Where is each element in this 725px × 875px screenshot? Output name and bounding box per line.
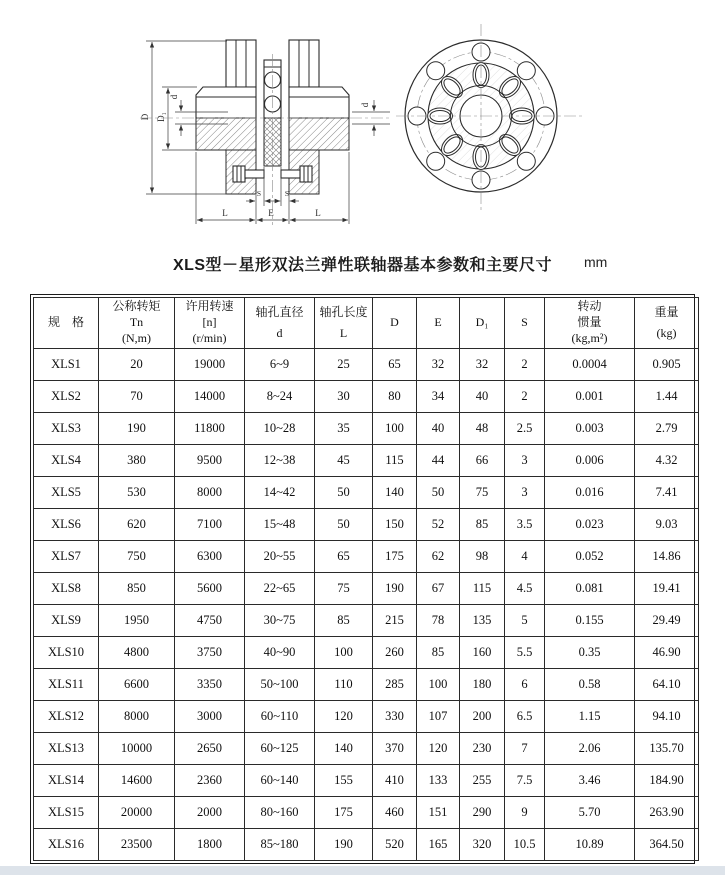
value-cell: 94.10 xyxy=(635,701,699,733)
unit-label: mm xyxy=(584,254,608,270)
value-cell: 0.001 xyxy=(545,381,635,413)
dim-label-L-right: L xyxy=(315,208,321,218)
value-cell: 190 xyxy=(99,413,175,445)
value-cell: 60~110 xyxy=(245,701,315,733)
value-cell: 0.58 xyxy=(545,669,635,701)
value-cell: 520 xyxy=(373,829,417,861)
value-cell: 180 xyxy=(460,669,505,701)
value-cell: 2.79 xyxy=(635,413,699,445)
column-header: 轴孔长度 L xyxy=(315,298,373,349)
value-cell: 46.90 xyxy=(635,637,699,669)
value-cell: 620 xyxy=(99,509,175,541)
value-cell: 5.5 xyxy=(505,637,545,669)
value-cell: 3.46 xyxy=(545,765,635,797)
value-cell: 290 xyxy=(460,797,505,829)
value-cell: 155 xyxy=(315,765,373,797)
value-cell: 85 xyxy=(417,637,460,669)
value-cell: 1.15 xyxy=(545,701,635,733)
value-cell: 0.081 xyxy=(545,573,635,605)
value-cell: 19000 xyxy=(175,349,245,381)
page-title: XLS型－星形双法兰弹性联轴器基本参数和主要尺寸 xyxy=(172,257,553,274)
value-cell: 215 xyxy=(373,605,417,637)
value-cell: 10.5 xyxy=(505,829,545,861)
table-row xyxy=(34,381,699,413)
value-cell: 29.49 xyxy=(635,605,699,637)
value-cell: 7.5 xyxy=(505,765,545,797)
dim-label-S-left: S xyxy=(256,189,262,198)
value-cell: 110 xyxy=(315,669,373,701)
model-cell: XLS8 xyxy=(34,573,99,605)
table-row xyxy=(34,477,699,509)
value-cell: 5 xyxy=(505,605,545,637)
column-header: 重量 (kg) xyxy=(635,298,699,349)
value-cell: 115 xyxy=(460,573,505,605)
value-cell: 175 xyxy=(373,541,417,573)
value-cell: 135.70 xyxy=(635,733,699,765)
value-cell: 330 xyxy=(373,701,417,733)
left-flange-top xyxy=(196,87,256,118)
value-cell: 135 xyxy=(460,605,505,637)
value-cell: 0.052 xyxy=(545,541,635,573)
value-cell: 25 xyxy=(315,349,373,381)
value-cell: 44 xyxy=(417,445,460,477)
value-cell: 4 xyxy=(505,541,545,573)
value-cell: 85 xyxy=(315,605,373,637)
value-cell: 3 xyxy=(505,477,545,509)
table-row xyxy=(34,541,699,573)
value-cell: 175 xyxy=(315,797,373,829)
value-cell: 0.155 xyxy=(545,605,635,637)
value-cell: 98 xyxy=(460,541,505,573)
value-cell: 364.50 xyxy=(635,829,699,861)
value-cell: 45 xyxy=(315,445,373,477)
right-hub-boss xyxy=(289,40,319,87)
value-cell: 160 xyxy=(460,637,505,669)
dim-label-d-right: d xyxy=(360,102,370,108)
dim-label-L-left: L xyxy=(222,208,228,218)
column-header: D xyxy=(373,298,417,349)
value-cell: 2 xyxy=(505,349,545,381)
value-cell: 10~28 xyxy=(245,413,315,445)
value-cell: 78 xyxy=(417,605,460,637)
model-cell: XLS11 xyxy=(34,669,99,701)
column-header: 轴孔直径 d xyxy=(245,298,315,349)
value-cell: 140 xyxy=(315,733,373,765)
table-row xyxy=(34,829,699,861)
model-cell: XLS13 xyxy=(34,733,99,765)
value-cell: 100 xyxy=(315,637,373,669)
model-cell: XLS12 xyxy=(34,701,99,733)
value-cell: 7 xyxy=(505,733,545,765)
value-cell: 64.10 xyxy=(635,669,699,701)
value-cell: 2.06 xyxy=(545,733,635,765)
value-cell: 7.41 xyxy=(635,477,699,509)
side-view-group xyxy=(140,40,390,224)
value-cell: 3 xyxy=(505,445,545,477)
value-cell: 23500 xyxy=(99,829,175,861)
value-cell: 115 xyxy=(373,445,417,477)
value-cell: 0.0004 xyxy=(545,349,635,381)
value-cell: 40 xyxy=(417,413,460,445)
value-cell: 3750 xyxy=(175,637,245,669)
value-cell: 380 xyxy=(99,445,175,477)
value-cell: 65 xyxy=(315,541,373,573)
value-cell: 0.006 xyxy=(545,445,635,477)
value-cell: 120 xyxy=(417,733,460,765)
value-cell: 120 xyxy=(315,701,373,733)
value-cell: 0.003 xyxy=(545,413,635,445)
value-cell: 285 xyxy=(373,669,417,701)
table-row xyxy=(34,733,699,765)
value-cell: 190 xyxy=(373,573,417,605)
value-cell: 75 xyxy=(460,477,505,509)
table-row xyxy=(34,605,699,637)
spec-table xyxy=(33,297,699,861)
value-cell: 40 xyxy=(460,381,505,413)
value-cell: 6.5 xyxy=(505,701,545,733)
value-cell: 1.44 xyxy=(635,381,699,413)
model-cell: XLS5 xyxy=(34,477,99,509)
value-cell: 100 xyxy=(373,413,417,445)
value-cell: 4.5 xyxy=(505,573,545,605)
value-cell: 12~38 xyxy=(245,445,315,477)
value-cell: 165 xyxy=(417,829,460,861)
value-cell: 15~48 xyxy=(245,509,315,541)
dim-label-D: D xyxy=(140,113,150,121)
value-cell: 22~65 xyxy=(245,573,315,605)
value-cell: 150 xyxy=(373,509,417,541)
table-row xyxy=(34,509,699,541)
value-cell: 30~75 xyxy=(245,605,315,637)
column-header: 转动 惯量 (kg,m²) xyxy=(545,298,635,349)
spec-table-frame xyxy=(30,294,695,864)
value-cell: 60~140 xyxy=(245,765,315,797)
value-cell: 263.90 xyxy=(635,797,699,829)
value-cell: 0.35 xyxy=(545,637,635,669)
value-cell: 50 xyxy=(315,509,373,541)
value-cell: 20~55 xyxy=(245,541,315,573)
model-cell: XLS16 xyxy=(34,829,99,861)
value-cell: 50 xyxy=(417,477,460,509)
value-cell: 410 xyxy=(373,765,417,797)
left-hub-boss xyxy=(226,40,256,87)
column-header: S xyxy=(505,298,545,349)
value-cell: 40~90 xyxy=(245,637,315,669)
value-cell: 85~180 xyxy=(245,829,315,861)
value-cell: 9500 xyxy=(175,445,245,477)
value-cell: 100 xyxy=(417,669,460,701)
value-cell: 20 xyxy=(99,349,175,381)
value-cell: 850 xyxy=(99,573,175,605)
value-cell: 3000 xyxy=(175,701,245,733)
model-cell: XLS15 xyxy=(34,797,99,829)
value-cell: 85 xyxy=(460,509,505,541)
value-cell: 151 xyxy=(417,797,460,829)
column-header: 许用转速 [n] (r/min) xyxy=(175,298,245,349)
value-cell: 9 xyxy=(505,797,545,829)
model-cell: XLS14 xyxy=(34,765,99,797)
value-cell: 184.90 xyxy=(635,765,699,797)
value-cell: 6~9 xyxy=(245,349,315,381)
value-cell: 6300 xyxy=(175,541,245,573)
value-cell: 107 xyxy=(417,701,460,733)
value-cell: 19.41 xyxy=(635,573,699,605)
value-cell: 14000 xyxy=(175,381,245,413)
value-cell: 8000 xyxy=(99,701,175,733)
value-cell: 66 xyxy=(460,445,505,477)
value-cell: 10000 xyxy=(99,733,175,765)
value-cell: 6600 xyxy=(99,669,175,701)
value-cell: 0.023 xyxy=(545,509,635,541)
value-cell: 35 xyxy=(315,413,373,445)
value-cell: 65 xyxy=(373,349,417,381)
table-row xyxy=(34,413,699,445)
value-cell: 32 xyxy=(417,349,460,381)
value-cell: 14~42 xyxy=(245,477,315,509)
header-row xyxy=(34,298,699,349)
value-cell: 750 xyxy=(99,541,175,573)
value-cell: 2360 xyxy=(175,765,245,797)
value-cell: 320 xyxy=(460,829,505,861)
table-row xyxy=(34,573,699,605)
value-cell: 200 xyxy=(460,701,505,733)
value-cell: 255 xyxy=(460,765,505,797)
value-cell: 14.86 xyxy=(635,541,699,573)
value-cell: 50~100 xyxy=(245,669,315,701)
value-cell: 8000 xyxy=(175,477,245,509)
value-cell: 230 xyxy=(460,733,505,765)
model-cell: XLS3 xyxy=(34,413,99,445)
value-cell: 140 xyxy=(373,477,417,509)
value-cell: 14600 xyxy=(99,765,175,797)
model-cell: XLS10 xyxy=(34,637,99,669)
value-cell: 50 xyxy=(315,477,373,509)
table-row xyxy=(34,445,699,477)
value-cell: 5600 xyxy=(175,573,245,605)
value-cell: 20000 xyxy=(99,797,175,829)
column-header: E xyxy=(417,298,460,349)
value-cell: 4800 xyxy=(99,637,175,669)
coupling-technical-drawing xyxy=(0,0,725,246)
bottom-strip xyxy=(0,866,725,875)
dim-label-D1: D₁ xyxy=(156,112,166,122)
model-cell: XLS2 xyxy=(34,381,99,413)
value-cell: 10.89 xyxy=(545,829,635,861)
value-cell: 67 xyxy=(417,573,460,605)
value-cell: 62 xyxy=(417,541,460,573)
value-cell: 2650 xyxy=(175,733,245,765)
value-cell: 370 xyxy=(373,733,417,765)
table-row xyxy=(34,669,699,701)
model-cell: XLS4 xyxy=(34,445,99,477)
value-cell: 80~160 xyxy=(245,797,315,829)
value-cell: 8~24 xyxy=(245,381,315,413)
table-row xyxy=(34,637,699,669)
value-cell: 70 xyxy=(99,381,175,413)
model-cell: XLS6 xyxy=(34,509,99,541)
value-cell: 5.70 xyxy=(545,797,635,829)
value-cell: 2.5 xyxy=(505,413,545,445)
right-flange-section xyxy=(289,118,349,150)
value-cell: 11800 xyxy=(175,413,245,445)
left-flange-section xyxy=(196,118,256,150)
value-cell: 9.03 xyxy=(635,509,699,541)
value-cell: 0.905 xyxy=(635,349,699,381)
value-cell: 260 xyxy=(373,637,417,669)
value-cell: 1800 xyxy=(175,829,245,861)
model-cell: XLS7 xyxy=(34,541,99,573)
dim-label-S-right: S xyxy=(284,189,290,198)
model-cell: XLS9 xyxy=(34,605,99,637)
value-cell: 34 xyxy=(417,381,460,413)
value-cell: 2 xyxy=(505,381,545,413)
value-cell: 3350 xyxy=(175,669,245,701)
table-body xyxy=(34,349,699,861)
table-row xyxy=(34,701,699,733)
value-cell: 48 xyxy=(460,413,505,445)
title-row xyxy=(0,252,725,286)
value-cell: 80 xyxy=(373,381,417,413)
value-cell: 4750 xyxy=(175,605,245,637)
column-header: 规 格 xyxy=(34,298,99,349)
value-cell: 7100 xyxy=(175,509,245,541)
column-header: D₁ xyxy=(460,298,505,349)
value-cell: 60~125 xyxy=(245,733,315,765)
value-cell: 2000 xyxy=(175,797,245,829)
table-row xyxy=(34,797,699,829)
right-flange-top xyxy=(289,87,349,118)
dim-label-d-left: d xyxy=(169,94,179,100)
value-cell: 6 xyxy=(505,669,545,701)
table-row xyxy=(34,765,699,797)
dim-label-E: E xyxy=(268,208,274,218)
value-cell: 75 xyxy=(315,573,373,605)
model-cell: XLS1 xyxy=(34,349,99,381)
value-cell: 3.5 xyxy=(505,509,545,541)
value-cell: 32 xyxy=(460,349,505,381)
value-cell: 1950 xyxy=(99,605,175,637)
column-header: 公称转矩 Tn (N,m) xyxy=(99,298,175,349)
value-cell: 190 xyxy=(315,829,373,861)
value-cell: 133 xyxy=(417,765,460,797)
value-cell: 530 xyxy=(99,477,175,509)
value-cell: 30 xyxy=(315,381,373,413)
value-cell: 4.32 xyxy=(635,445,699,477)
table-row xyxy=(34,349,699,381)
value-cell: 52 xyxy=(417,509,460,541)
value-cell: 460 xyxy=(373,797,417,829)
value-cell: 0.016 xyxy=(545,477,635,509)
